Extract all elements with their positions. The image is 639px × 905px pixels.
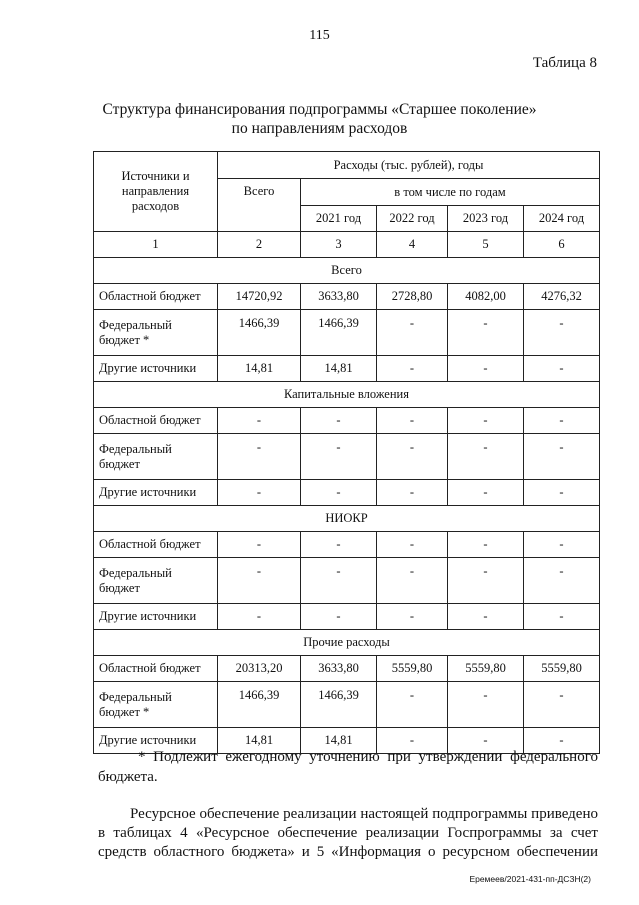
cell-value: - bbox=[448, 310, 524, 356]
cell-value: 14,81 bbox=[301, 728, 377, 754]
cell-value: 1466,39 bbox=[218, 310, 301, 356]
header-year-2022: 2022 год bbox=[377, 206, 448, 232]
section-header-row bbox=[94, 630, 600, 656]
title-line-1: Структура финансирования подпрограммы «Старшее поколение» bbox=[102, 101, 537, 118]
cell-value: - bbox=[301, 532, 377, 558]
footnote: * Подлежит ежегодному уточнению при утверждении федерального бюджета. bbox=[98, 749, 598, 785]
cell-value: - bbox=[218, 480, 301, 506]
cell-value: 14,81 bbox=[218, 728, 301, 754]
cell-value: 5559,80 bbox=[377, 656, 448, 682]
cell-value: 4276,32 bbox=[524, 284, 600, 310]
table-row bbox=[94, 532, 600, 558]
cell-value: - bbox=[218, 558, 301, 604]
section-title: Капитальные вложения bbox=[94, 382, 600, 408]
cell-value: - bbox=[448, 480, 524, 506]
cell-value: - bbox=[524, 356, 600, 382]
cell-value: 20313,20 bbox=[218, 656, 301, 682]
table-label: Таблица 8 bbox=[532, 55, 597, 71]
cell-value: - bbox=[218, 434, 301, 480]
body-paragraph: Ресурсное обеспечение реализации настоящей подпрограммы приведено в таблицах 4 «Ресурсное обеспечение реализации Госпрограммы за счет средств областного бюджета» и 5 «Информация о ресурсном обеспечении bbox=[98, 806, 598, 860]
cell-value: - bbox=[377, 480, 448, 506]
column-number: 2 bbox=[218, 232, 301, 258]
row-label: Областной бюджет bbox=[94, 408, 218, 434]
cell-value: - bbox=[448, 408, 524, 434]
table-row bbox=[94, 434, 600, 480]
title-line-2: по направлениям расходов bbox=[231, 120, 408, 137]
table-row bbox=[94, 356, 600, 382]
section-title: Прочие расходы bbox=[94, 630, 600, 656]
cell-value: - bbox=[301, 480, 377, 506]
cell-value: - bbox=[377, 408, 448, 434]
cell-value: 3633,80 bbox=[301, 656, 377, 682]
cell-value: - bbox=[448, 604, 524, 630]
cell-value: - bbox=[377, 532, 448, 558]
cell-value: - bbox=[377, 604, 448, 630]
header-expenses: Расходы (тыс. рублей), годы bbox=[218, 152, 600, 179]
header-including: в том числе по годам bbox=[301, 179, 600, 206]
cell-value: - bbox=[448, 728, 524, 754]
cell-value: - bbox=[524, 480, 600, 506]
cell-value: - bbox=[377, 356, 448, 382]
cell-value: - bbox=[377, 558, 448, 604]
row-label: Областной бюджет bbox=[94, 656, 218, 682]
cell-value: - bbox=[301, 434, 377, 480]
section-header-row bbox=[94, 382, 600, 408]
cell-value: 4082,00 bbox=[448, 284, 524, 310]
header-total: Всего bbox=[218, 179, 301, 232]
cell-value: - bbox=[218, 408, 301, 434]
cell-value: - bbox=[448, 532, 524, 558]
column-number: 5 bbox=[448, 232, 524, 258]
cell-value: - bbox=[448, 682, 524, 728]
row-label: Другие источники bbox=[94, 604, 218, 630]
cell-value: - bbox=[301, 558, 377, 604]
section-title: НИОКР bbox=[94, 506, 600, 532]
cell-value: - bbox=[524, 532, 600, 558]
header-year-2023: 2023 год bbox=[448, 206, 524, 232]
table-row bbox=[94, 284, 600, 310]
column-number: 4 bbox=[377, 232, 448, 258]
row-label: Федеральный бюджет * bbox=[94, 310, 218, 356]
row-label: Областной бюджет bbox=[94, 284, 218, 310]
cell-value: 1466,39 bbox=[218, 682, 301, 728]
page-number: 115 bbox=[309, 28, 330, 43]
section-header-row bbox=[94, 258, 600, 284]
row-label: Федеральный бюджет bbox=[94, 558, 218, 604]
row-label: Федеральный бюджет bbox=[94, 434, 218, 480]
cell-value: - bbox=[524, 558, 600, 604]
cell-value: - bbox=[524, 310, 600, 356]
row-label: Другие источники bbox=[94, 480, 218, 506]
financing-table bbox=[93, 151, 600, 754]
row-label: Областной бюджет bbox=[94, 532, 218, 558]
column-number-row bbox=[94, 232, 600, 258]
table-row bbox=[94, 682, 600, 728]
cell-value: - bbox=[448, 356, 524, 382]
table-row bbox=[94, 656, 600, 682]
cell-value: - bbox=[377, 682, 448, 728]
cell-value: 14,81 bbox=[301, 356, 377, 382]
row-label: Другие источники bbox=[94, 356, 218, 382]
cell-value: - bbox=[524, 604, 600, 630]
cell-value: - bbox=[448, 558, 524, 604]
cell-value: 3633,80 bbox=[301, 284, 377, 310]
table-row bbox=[94, 480, 600, 506]
cell-value: - bbox=[218, 604, 301, 630]
cell-value: - bbox=[377, 728, 448, 754]
section-title: Всего bbox=[94, 258, 600, 284]
table-row bbox=[94, 604, 600, 630]
cell-value: - bbox=[301, 408, 377, 434]
header-year-2024: 2024 год bbox=[524, 206, 600, 232]
cell-value: 5559,80 bbox=[524, 656, 600, 682]
cell-value: - bbox=[377, 434, 448, 480]
cell-value: 5559,80 bbox=[448, 656, 524, 682]
table-row bbox=[94, 408, 600, 434]
cell-value: - bbox=[218, 532, 301, 558]
cell-value: - bbox=[524, 408, 600, 434]
row-label: Федеральный бюджет * bbox=[94, 682, 218, 728]
cell-value: 14720,92 bbox=[218, 284, 301, 310]
column-number: 3 bbox=[301, 232, 377, 258]
header-source: Источники и направления расходов bbox=[94, 152, 218, 232]
row-label: Другие источники bbox=[94, 728, 218, 754]
cell-value: - bbox=[448, 434, 524, 480]
table-row bbox=[94, 558, 600, 604]
column-number: 6 bbox=[524, 232, 600, 258]
document-title bbox=[0, 100, 639, 138]
cell-value: 2728,80 bbox=[377, 284, 448, 310]
cell-value: 1466,39 bbox=[301, 682, 377, 728]
cell-value: 1466,39 bbox=[301, 310, 377, 356]
cell-value: 14,81 bbox=[218, 356, 301, 382]
cell-value: - bbox=[524, 682, 600, 728]
cell-value: - bbox=[377, 310, 448, 356]
section-header-row bbox=[94, 506, 600, 532]
cell-value: - bbox=[524, 434, 600, 480]
column-number: 1 bbox=[94, 232, 218, 258]
table-row bbox=[94, 310, 600, 356]
cell-value: - bbox=[524, 728, 600, 754]
header-year-2021: 2021 год bbox=[301, 206, 377, 232]
cell-value: - bbox=[301, 604, 377, 630]
document-code: Еремеев/2021-431-пп-ДСЗН(2) bbox=[469, 874, 591, 884]
